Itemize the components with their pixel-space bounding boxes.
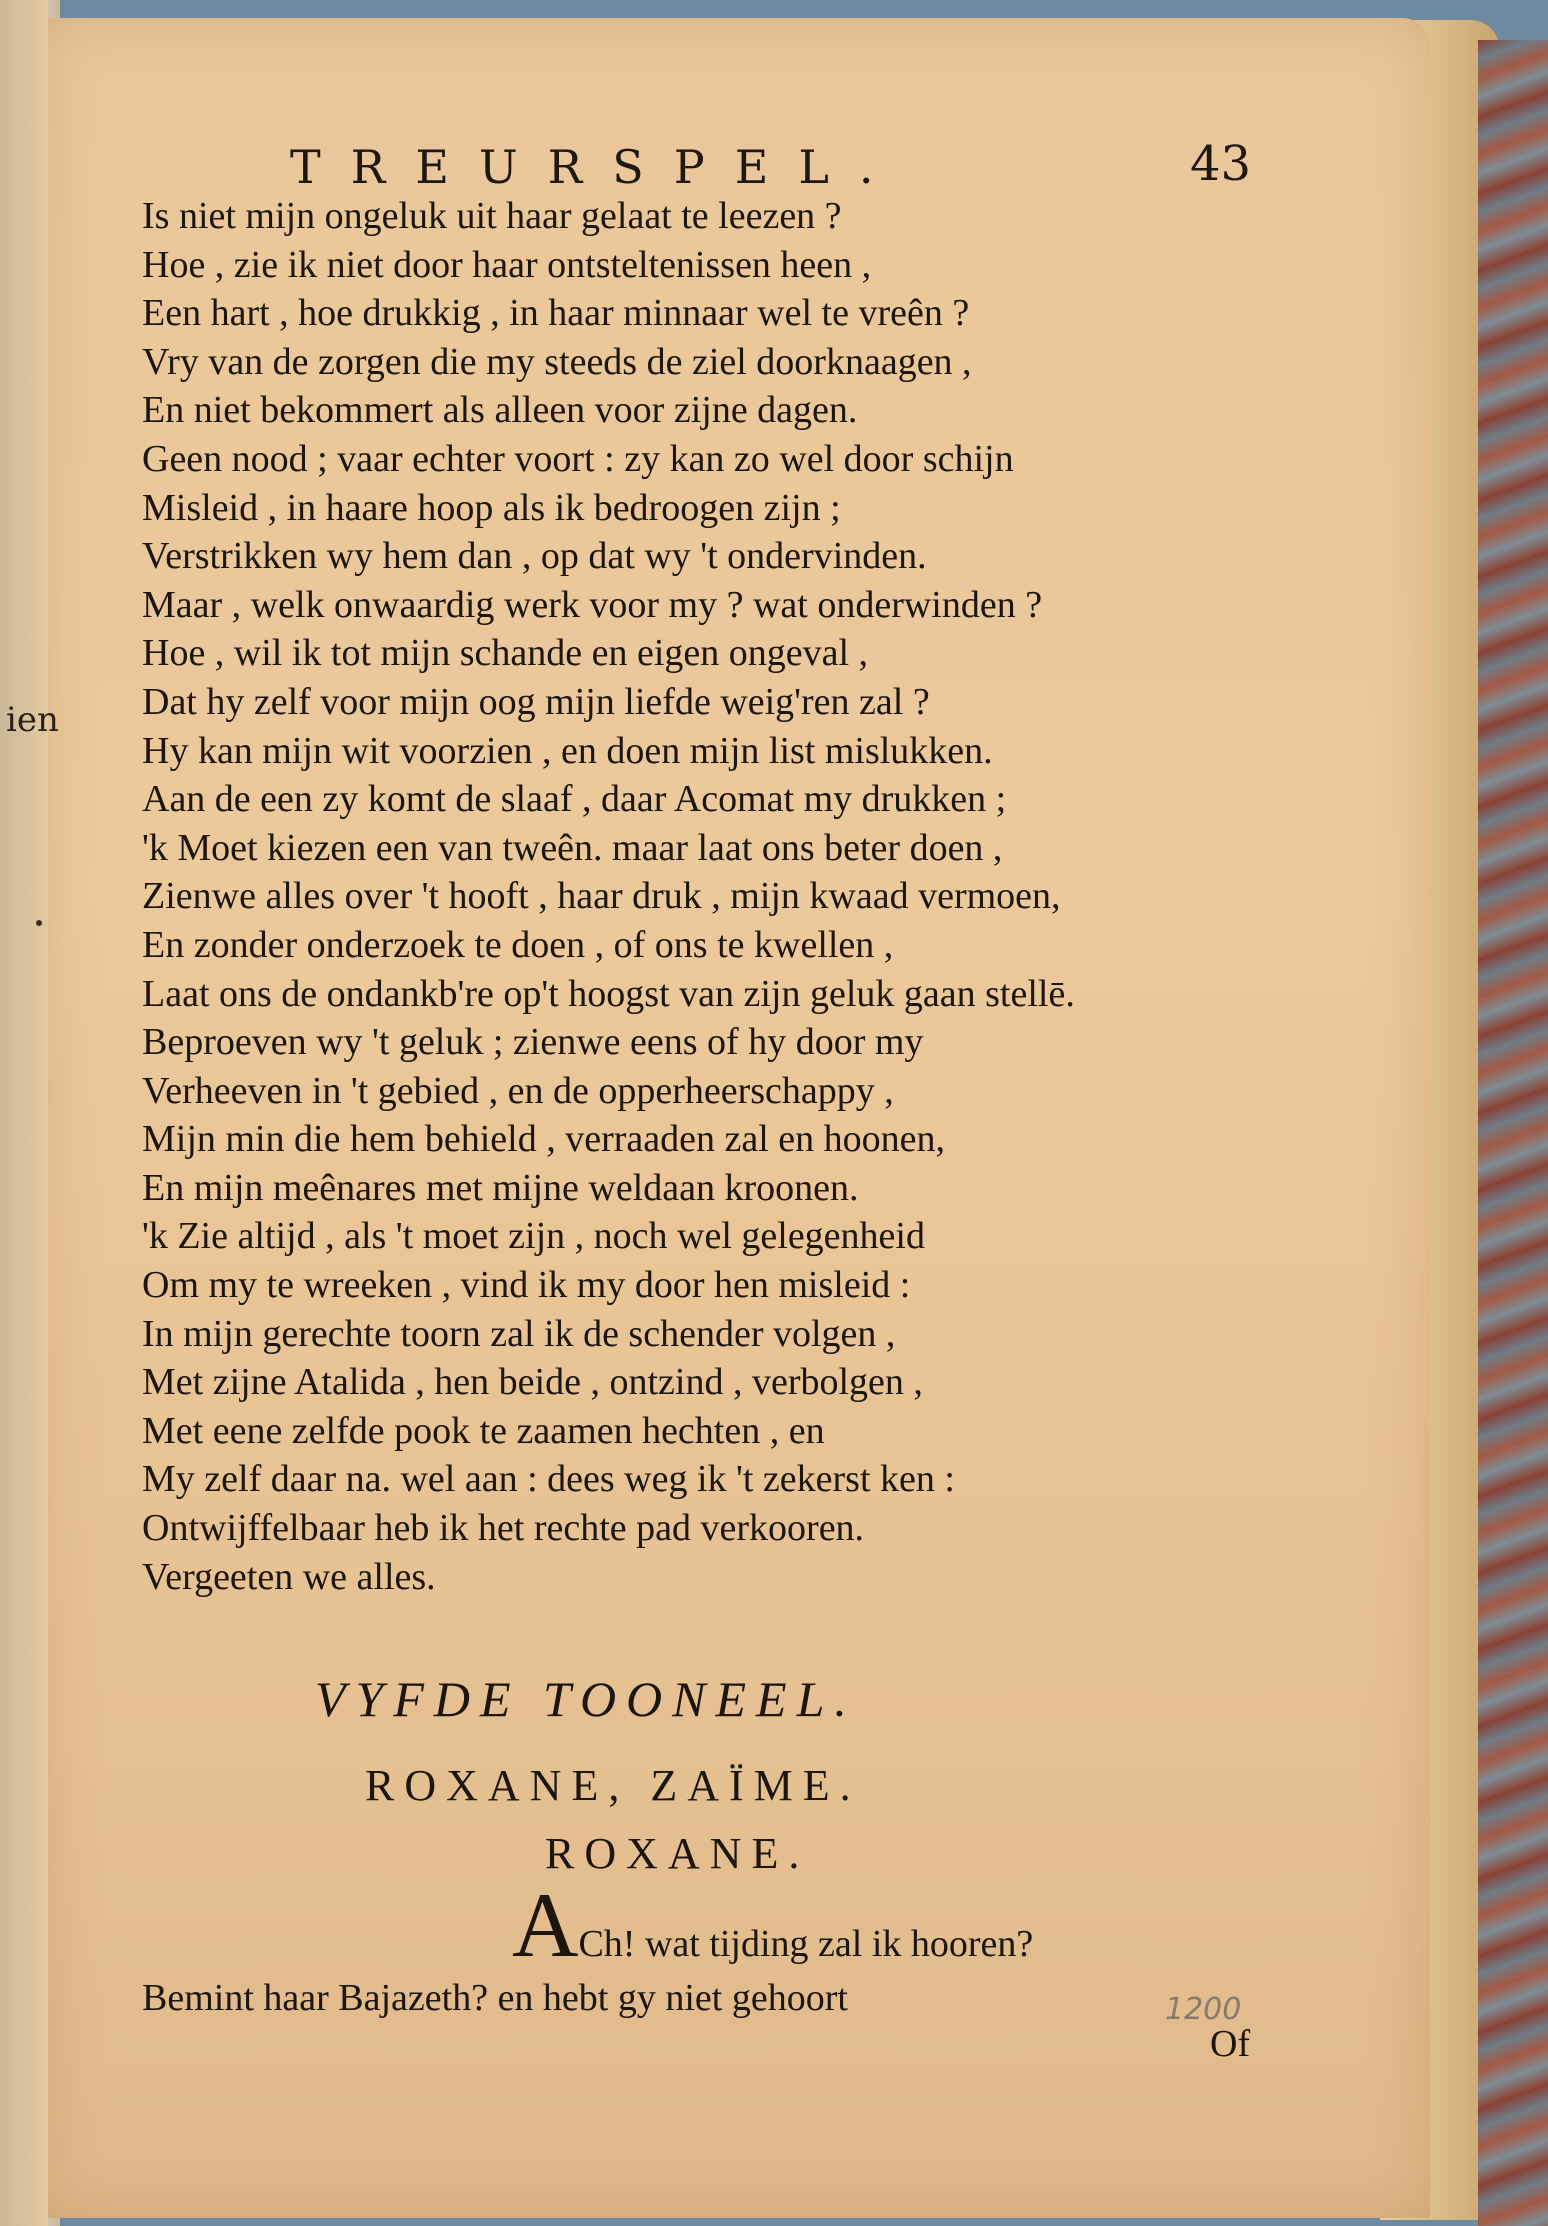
page-number: 43	[1190, 136, 1252, 192]
catchword: Of	[1210, 2023, 1251, 2065]
verse-line: Zienwe alles over 't hooft , haar druk , mijn kwaad vermoen,	[142, 875, 1061, 918]
verse-line: Hoe , wil ik tot mijn schande en eigen ongeval ,	[142, 632, 869, 675]
pencil-annotation: 1200	[1165, 1992, 1242, 2027]
verse-line: Vry van de zorgen die my steeds de ziel doorknaagen ,	[142, 340, 972, 383]
verse-line: Laat ons de ondankb're op't hoogst van zijn geluk gaan stellē.	[142, 972, 1075, 1015]
verse-line: Ontwijffelbaar heb ik het rechte pad verkooren.	[142, 1507, 865, 1550]
verse-line: In mijn gerechte toorn zal ik de schender volgen ,	[142, 1312, 896, 1355]
verse-line: Vergeeten we alles.	[142, 1555, 436, 1598]
verse-line: Maar , welk onwaardig werk voor my ? wat onderwinden ?	[142, 583, 1043, 626]
verse-line: 'k Moet kiezen een van tweên. maar laat ons beter doen ,	[142, 826, 1003, 869]
speaker-name: ROXANE.	[545, 1829, 810, 1878]
verse-line: Hoe , zie ik niet door haar ontsteltenissen heen ,	[142, 243, 872, 286]
verse-line: Om my te wreeken , vind ik my door hen misleid :	[142, 1264, 911, 1307]
verse-line: Met zijne Atalida , hen beide , ontzind , verbolgen ,	[142, 1361, 923, 1404]
verse-line: Mijn min die hem behield , verraaden zal en hoonen,	[142, 1118, 946, 1161]
opening-line-text: Ch! wat tijding zal ik hooren?	[578, 1923, 1034, 1965]
scene-title: VYFDE TOONEEL.	[315, 1671, 857, 1727]
verse-line: Geen nood ; vaar echter voort : zy kan zo wel door schijn	[142, 437, 1014, 480]
verse-line: Verheeven in 't gebied , en de opperheerschappy ,	[142, 1069, 894, 1112]
verse-line: En mijn meênares met mijne weldaan kroonen.	[142, 1166, 859, 1209]
verse-line: Misleid , in haare hoop als ik bedroogen zijn ;	[142, 486, 841, 529]
verse-line: Aan de een zy komt de slaaf , daar Acomat my drukken ;	[142, 778, 1007, 821]
verse-line: Met eene zelfde pook te zaamen hechten , en	[142, 1409, 825, 1452]
verse-line: En niet bekommert als alleen voor zijne dagen.	[142, 389, 858, 432]
verse-line: My zelf daar na. wel aan : dees weg ik 't zekerst ken :	[142, 1458, 955, 1501]
verse-line: 'k Zie altijd , als 't moet zijn , noch wel gelegenheid	[142, 1215, 925, 1258]
verse-line: Verstrikken wy hem dan , op dat wy 't ondervinden.	[142, 535, 927, 578]
running-head: TREURSPEL.	[290, 140, 904, 194]
verse-line: Beproeven wy 't geluk ; zienwe eens of hy door my	[142, 1021, 924, 1064]
verse-line-final: Bemint haar Bajazeth? en hebt gy niet gehoort	[142, 1977, 848, 2019]
marbled-cover-edge	[1478, 40, 1548, 2226]
drop-cap: A	[512, 1874, 579, 1976]
verse-line: Een hart , hoe drukkig , in haar minnaar wel te vreên ?	[142, 292, 970, 335]
verse-line: Hy kan mijn wit voorzien , en doen mijn list mislukken.	[142, 729, 993, 772]
ink-dot	[36, 920, 42, 926]
facing-page-text: ien	[6, 700, 59, 740]
opening-line	[512, 1874, 1034, 1976]
verse-line: Dat hy zelf voor mijn oog mijn liefde weig'ren zal ?	[142, 680, 930, 723]
verse-block	[142, 192, 1342, 1601]
facing-page-edge	[0, 0, 59, 2226]
verse-line: En zonder onderzoek te doen , of ons te kwellen ,	[142, 923, 894, 966]
character-list: ROXANE, ZAÏME.	[365, 1761, 861, 1810]
verse-line: Is niet mijn ongeluk uit haar gelaat te leezen ?	[142, 195, 842, 237]
